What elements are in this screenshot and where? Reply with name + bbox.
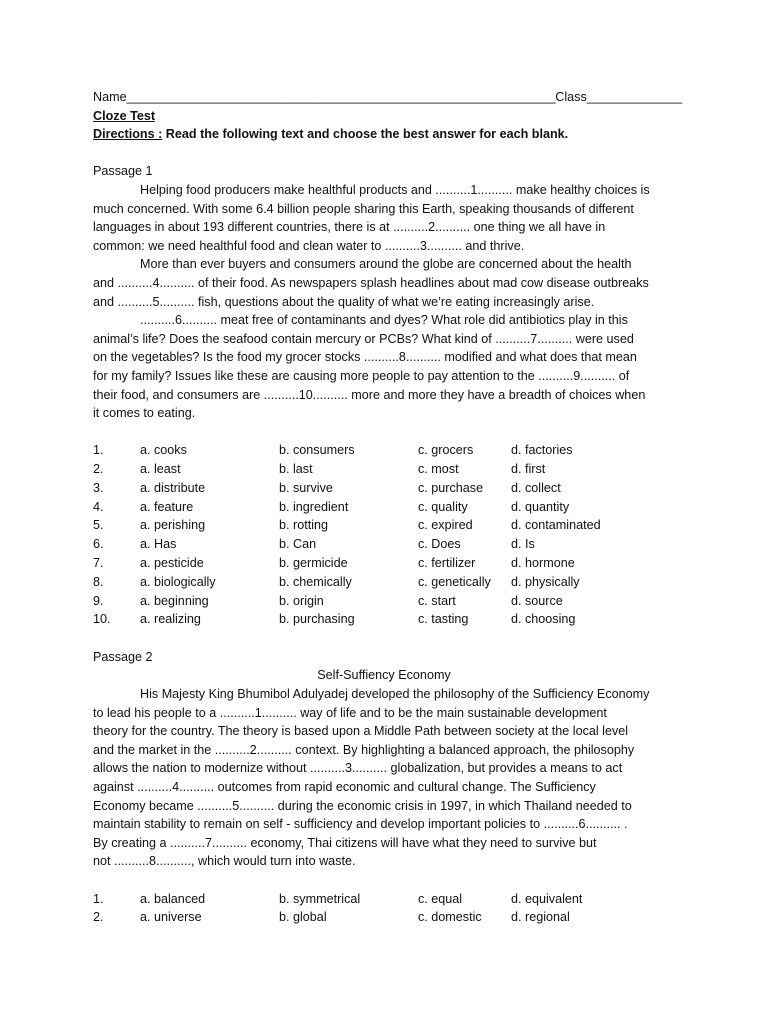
passage2-questions: [93, 890, 675, 928]
passage2-heading: Passage 2: [93, 649, 153, 664]
directions-label: Directions :: [93, 127, 163, 142]
passage-line: and ..........4.......... of their food. As newspapers splash headlines about mad cow disease outbreaks: [93, 275, 649, 290]
option-b[interactable]: b. chemically: [279, 574, 352, 589]
passage-line: Economy became ..........5.......... during the economic crisis in 1997, in which Thailand needed to: [93, 798, 632, 813]
question-row: [93, 441, 675, 460]
passage1-questions: [93, 441, 675, 629]
passage-line: Helping food producers make healthful products and ..........1.......... make healthy choices is: [140, 182, 650, 197]
option-a[interactable]: a. perishing: [140, 518, 206, 533]
passage-line: More than ever buyers and consumers around the globe are concerned about the health: [140, 257, 632, 272]
option-d[interactable]: d. factories: [511, 443, 573, 458]
option-a[interactable]: a. least: [140, 462, 181, 477]
passage-line: against ..........4.......... outcomes from rapid economic and cultural change. The Sufficiency: [93, 780, 596, 794]
question-row: [93, 535, 675, 554]
question-number: 4.: [93, 499, 104, 514]
question-row: [93, 498, 675, 517]
option-a[interactable]: a. balanced: [140, 891, 206, 906]
option-a[interactable]: a. realizing: [140, 612, 201, 627]
option-b[interactable]: b. global: [279, 910, 327, 925]
passage-line: theory for the country. The theory is based upon a Middle Path between society at the local level: [93, 724, 629, 739]
passage-line: much concerned. With some 6.4 billion people sharing this Earth, speaking thousands of different: [93, 201, 634, 216]
option-b[interactable]: b. symmetrical: [279, 891, 361, 906]
question-row: [93, 908, 675, 927]
question-number: 2.: [93, 462, 104, 477]
passage-line: maintain stability to remain on self - sufficiency and develop important policies to ..........6.......... .: [93, 817, 628, 832]
passage-line: not ..........8.........., which would turn into waste.: [93, 854, 356, 869]
passage2-text: [93, 685, 675, 871]
option-c[interactable]: c. equal: [418, 891, 463, 906]
question-row: [93, 516, 675, 535]
option-b[interactable]: b. consumers: [279, 443, 355, 458]
option-b[interactable]: b. survive: [279, 480, 333, 495]
option-a[interactable]: a. distribute: [140, 480, 206, 495]
question-number: 8.: [93, 574, 104, 589]
passage-line: on the vegetables? Is the food my grocer stocks ..........8.......... modified and what does that mean: [93, 350, 637, 365]
question-number: 6.: [93, 537, 104, 552]
option-b[interactable]: b. origin: [279, 593, 324, 608]
name-class-row: [93, 88, 683, 107]
question-number: 7.: [93, 556, 104, 571]
question-row: [93, 592, 675, 611]
option-a[interactable]: a. pesticide: [140, 556, 204, 571]
option-d[interactable]: d. quantity: [511, 499, 570, 514]
option-c[interactable]: c. expired: [418, 518, 473, 533]
passage-line: their food, and consumers are ..........10.......... more and more they have a breadth of choices when: [93, 387, 646, 402]
option-c[interactable]: c. tasting: [418, 612, 469, 627]
option-b[interactable]: b. Can: [279, 537, 317, 552]
name-label: Name: [93, 90, 127, 104]
test-title: Cloze Test: [93, 108, 156, 123]
question-number: 10.: [93, 612, 111, 627]
passage-line: ..........6.......... meat free of contaminants and dyes? What role did antibiotics play in this: [140, 313, 628, 328]
question-number: 9.: [93, 593, 104, 608]
option-a[interactable]: a. Has: [140, 537, 177, 552]
option-d[interactable]: d. source: [511, 593, 563, 608]
option-d[interactable]: d. Is: [511, 537, 535, 552]
option-b[interactable]: b. ingredient: [279, 499, 349, 514]
option-b[interactable]: b. last: [279, 462, 313, 477]
passage-line: and ..........5.......... fish, questions about the quality of what we’re eating increasingly arise.: [93, 294, 595, 309]
question-number: 5.: [93, 518, 104, 533]
option-d[interactable]: d. collect: [511, 480, 561, 495]
passage-line: for my family? Issues like these are causing more people to pay attention to the ..........9.......... of: [93, 368, 630, 383]
question-row: [93, 554, 675, 573]
option-a[interactable]: a. beginning: [140, 593, 209, 608]
passage-line: common: we need healthful food and clean water to ..........3.......... and thrive.: [93, 238, 525, 253]
directions-text: Read the following text and choose the best answer for each blank.: [162, 127, 569, 142]
passage-line: animal’s life? Does the seafood contain mercury or PCBs? What kind of ..........7.......... were used: [93, 331, 634, 346]
question-row: [93, 890, 675, 909]
option-c[interactable]: c. domestic: [418, 910, 482, 925]
option-d[interactable]: d. physically: [511, 574, 580, 589]
option-d[interactable]: d. equivalent: [511, 891, 583, 906]
option-c[interactable]: c. grocers: [418, 443, 474, 458]
passage-line: and the market in the ..........2.......... context. By highlighting a balanced approach, the philosophy: [93, 742, 635, 757]
directions: [93, 125, 675, 144]
passage1-heading: Passage 1: [93, 164, 153, 179]
option-d[interactable]: d. hormone: [511, 556, 575, 571]
passage-line: it comes to eating.: [93, 406, 196, 421]
option-c[interactable]: c. most: [418, 462, 459, 477]
option-d[interactable]: d. regional: [511, 910, 570, 925]
class-field-line: ______________: [586, 90, 683, 104]
option-b[interactable]: b. purchasing: [279, 612, 355, 627]
passage-line: to lead his people to a ..........1.......... way of life and to be the main sustainable development: [93, 705, 607, 720]
option-d[interactable]: d. contaminated: [511, 518, 601, 533]
option-b[interactable]: b. rotting: [279, 518, 329, 533]
question-row: [93, 573, 675, 592]
passage-line: His Majesty King Bhumibol Adulyadej developed the philosophy of the Sufficiency Economy: [140, 687, 650, 702]
passage2-title: Self-Suffiency Economy: [317, 668, 451, 683]
option-d[interactable]: d. choosing: [511, 612, 576, 627]
passage-line: languages in about 193 different countries, there is at ..........2.......... one thing we all have in: [93, 220, 606, 235]
option-c[interactable]: c. fertilizer: [418, 556, 476, 571]
passage-line: By creating a ..........7.......... economy, Thai citizens will have what they need to survive but: [93, 835, 597, 850]
option-c[interactable]: c. start: [418, 593, 456, 608]
option-a[interactable]: a. universe: [140, 910, 202, 925]
option-a[interactable]: a. cooks: [140, 443, 187, 458]
passage1-text: [93, 181, 675, 423]
question-number: 1.: [93, 891, 104, 906]
question-row: [93, 479, 675, 498]
question-row: [93, 610, 675, 629]
name-field-line: _______________________________________________________________: [126, 90, 556, 104]
option-d[interactable]: d. first: [511, 462, 546, 477]
worksheet-page: [93, 88, 683, 927]
option-b[interactable]: b. germicide: [279, 556, 348, 571]
question-row: [93, 460, 675, 479]
option-a[interactable]: a. biologically: [140, 574, 216, 589]
option-c[interactable]: c. purchase: [418, 480, 484, 495]
question-number: 1.: [93, 443, 104, 458]
option-a[interactable]: a. feature: [140, 499, 194, 514]
option-c[interactable]: c. Does: [418, 537, 461, 552]
class-label: Class: [555, 90, 587, 104]
question-number: 2.: [93, 910, 104, 925]
option-c[interactable]: c. quality: [418, 499, 468, 514]
question-number: 3.: [93, 480, 104, 495]
option-c[interactable]: c. genetically: [418, 574, 491, 589]
passage-line: allows the nation to modernize without ..........3.......... globalization, but provides a means to act: [93, 761, 623, 776]
